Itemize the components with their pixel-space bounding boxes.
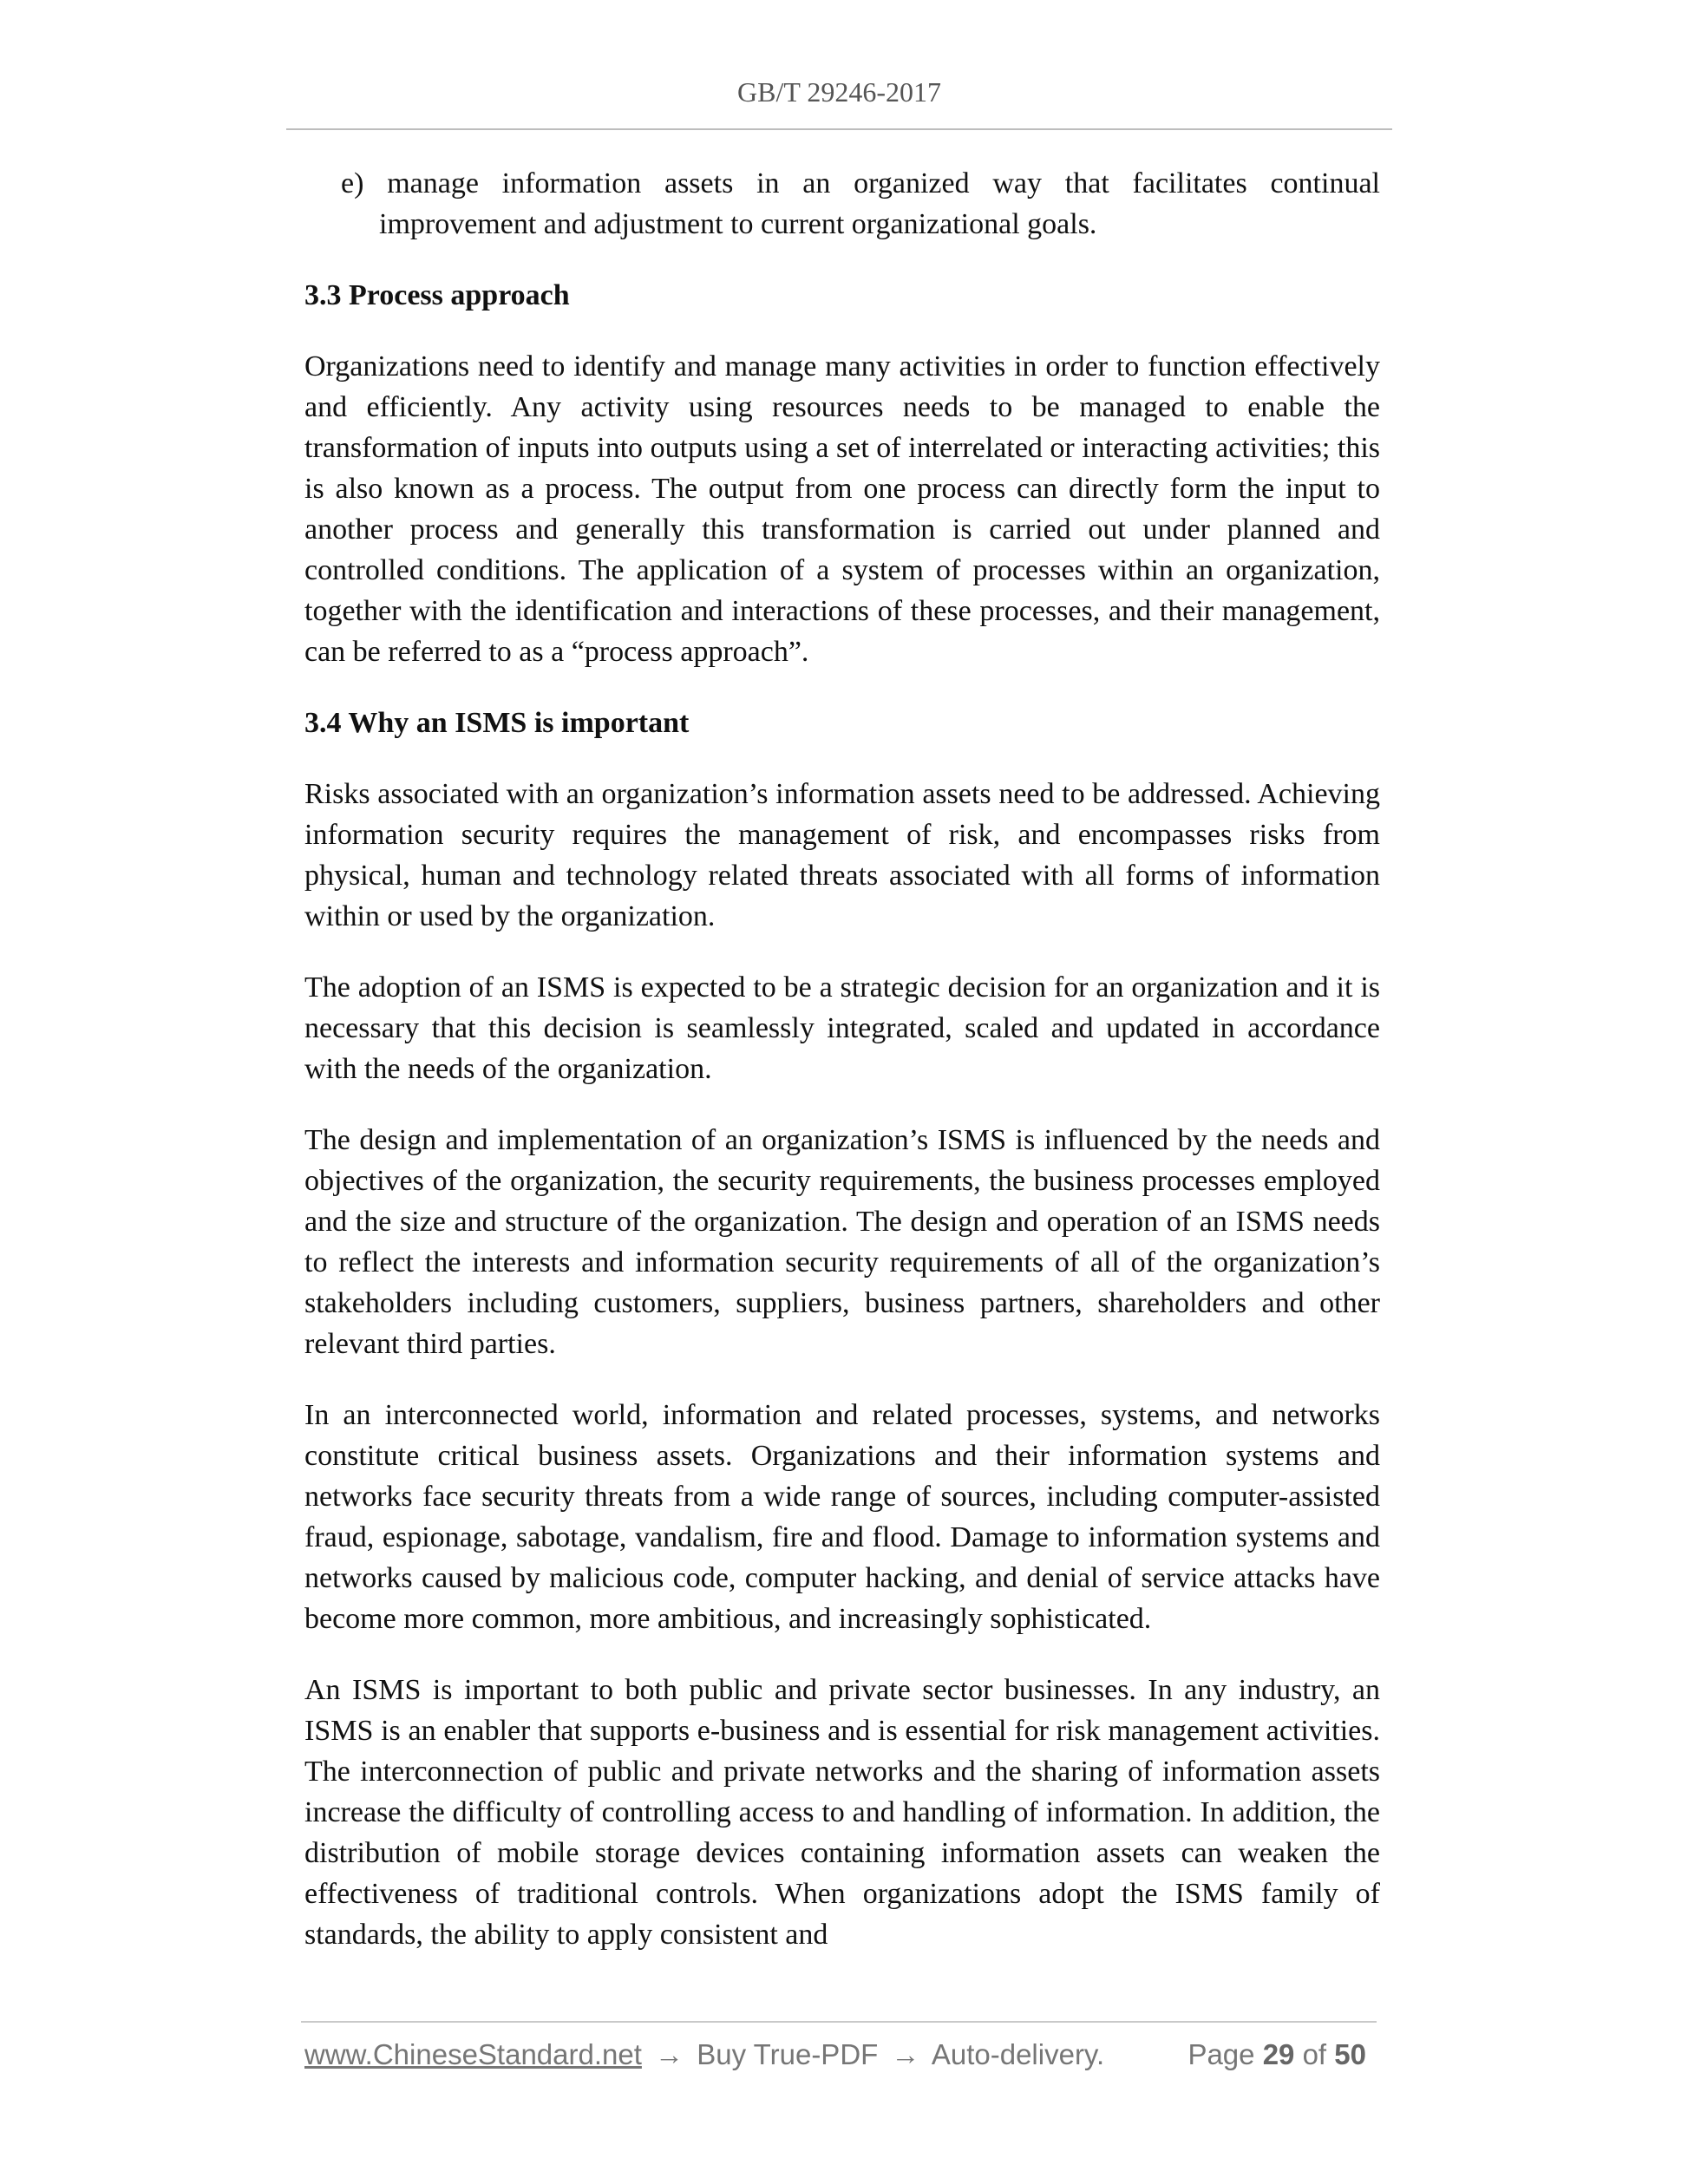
total-pages: 50 [1334,2038,1366,2070]
paragraph: Organizations need to identify and manage many activities in order to function effectively and efficiently. Any activity using resources needs to be managed to enable the transformation of inputs into outputs using a set of interrelated or interacting activities; this is also known as a process. The output from one process can directly form the input to another process and generally this transformation is carried out under planned and controlled conditions. The application of a system of processes within an organization, together with the identification and interactions of these processes, and their management, can be referred to as a “process approach”. [304,350,1380,668]
page-footer [304,2038,1380,2082]
header-divider [286,128,1392,130]
list-item-e: e) manage information assets in an organized way that facilitates continual improvement and adjustment to current organizational goals. [341,167,1380,240]
current-page: 29 [1262,2038,1295,2070]
section-heading-3-4: 3.4 Why an ISMS is important [304,707,690,739]
footer-promo [304,2038,1104,2071]
footer-divider [301,2021,1377,2023]
paragraph: The design and implementation of an organization’s ISMS is influenced by the needs and objectives of the organization, the security requirements, the business processes employed and the size and structure of the organization. The design and operation of an ISMS needs to reflect the interests and information security requirements of all of the organization’s stakeholders including customers, suppliers, business partners, shareholders and other relevant third parties. [304,1124,1380,1360]
website-link[interactable]: www.ChineseStandard.net [304,2038,642,2070]
paragraph: The adoption of an ISMS is expected to be a strategic decision for an organization and it is necessary that this decision is seamlessly integrated, scaled and updated in accordance with the needs of the organization. [304,971,1380,1085]
delivery-text: Auto-delivery. [931,2038,1105,2070]
section-heading-3-3: 3.3 Process approach [304,279,570,311]
paragraph: Risks associated with an organization’s information assets need to be addressed. Achieving information security requires the management of risk, and encompasses risks from physical, human and technology related threats associated with all forms of information within or used by the organization. [304,778,1380,932]
paragraph: An ISMS is important to both public and private sector businesses. In any industry, an ISMS is an enabler that supports e-business and is essential for risk management activities. The interconnection of public and private networks and the sharing of information assets increase the difficulty of controlling access to and handling of information. In addition, the distribution of mobile storage devices containing information assets can weaken the effectiveness of traditional controls. When organizations adopt the ISMS family of standards, the ability to apply consistent and [304,1674,1380,1951]
page-label: Page [1187,2038,1255,2070]
arrow-right-icon: → [655,2038,684,2070]
document-code-header: GB/T 29246-2017 [737,76,941,108]
of-label: of [1302,2038,1327,2070]
buy-text: Buy True-PDF [697,2038,879,2070]
paragraph: In an interconnected world, information and related processes, systems, and networks constitute critical business assets. Organizations and their information systems and networks face security threats from a wide range of sources, including computer-assisted fraud, espionage, sabotage, vandalism, fire and flood. Damage to information systems and networks caused by malicious code, computer hacking, and denial of service attacks have become more common, more ambitious, and increasingly sophisticated. [304,1399,1380,1635]
page-content [304,163,1380,1985]
arrow-right-icon: → [891,2038,920,2070]
page-number [1187,2038,1366,2071]
